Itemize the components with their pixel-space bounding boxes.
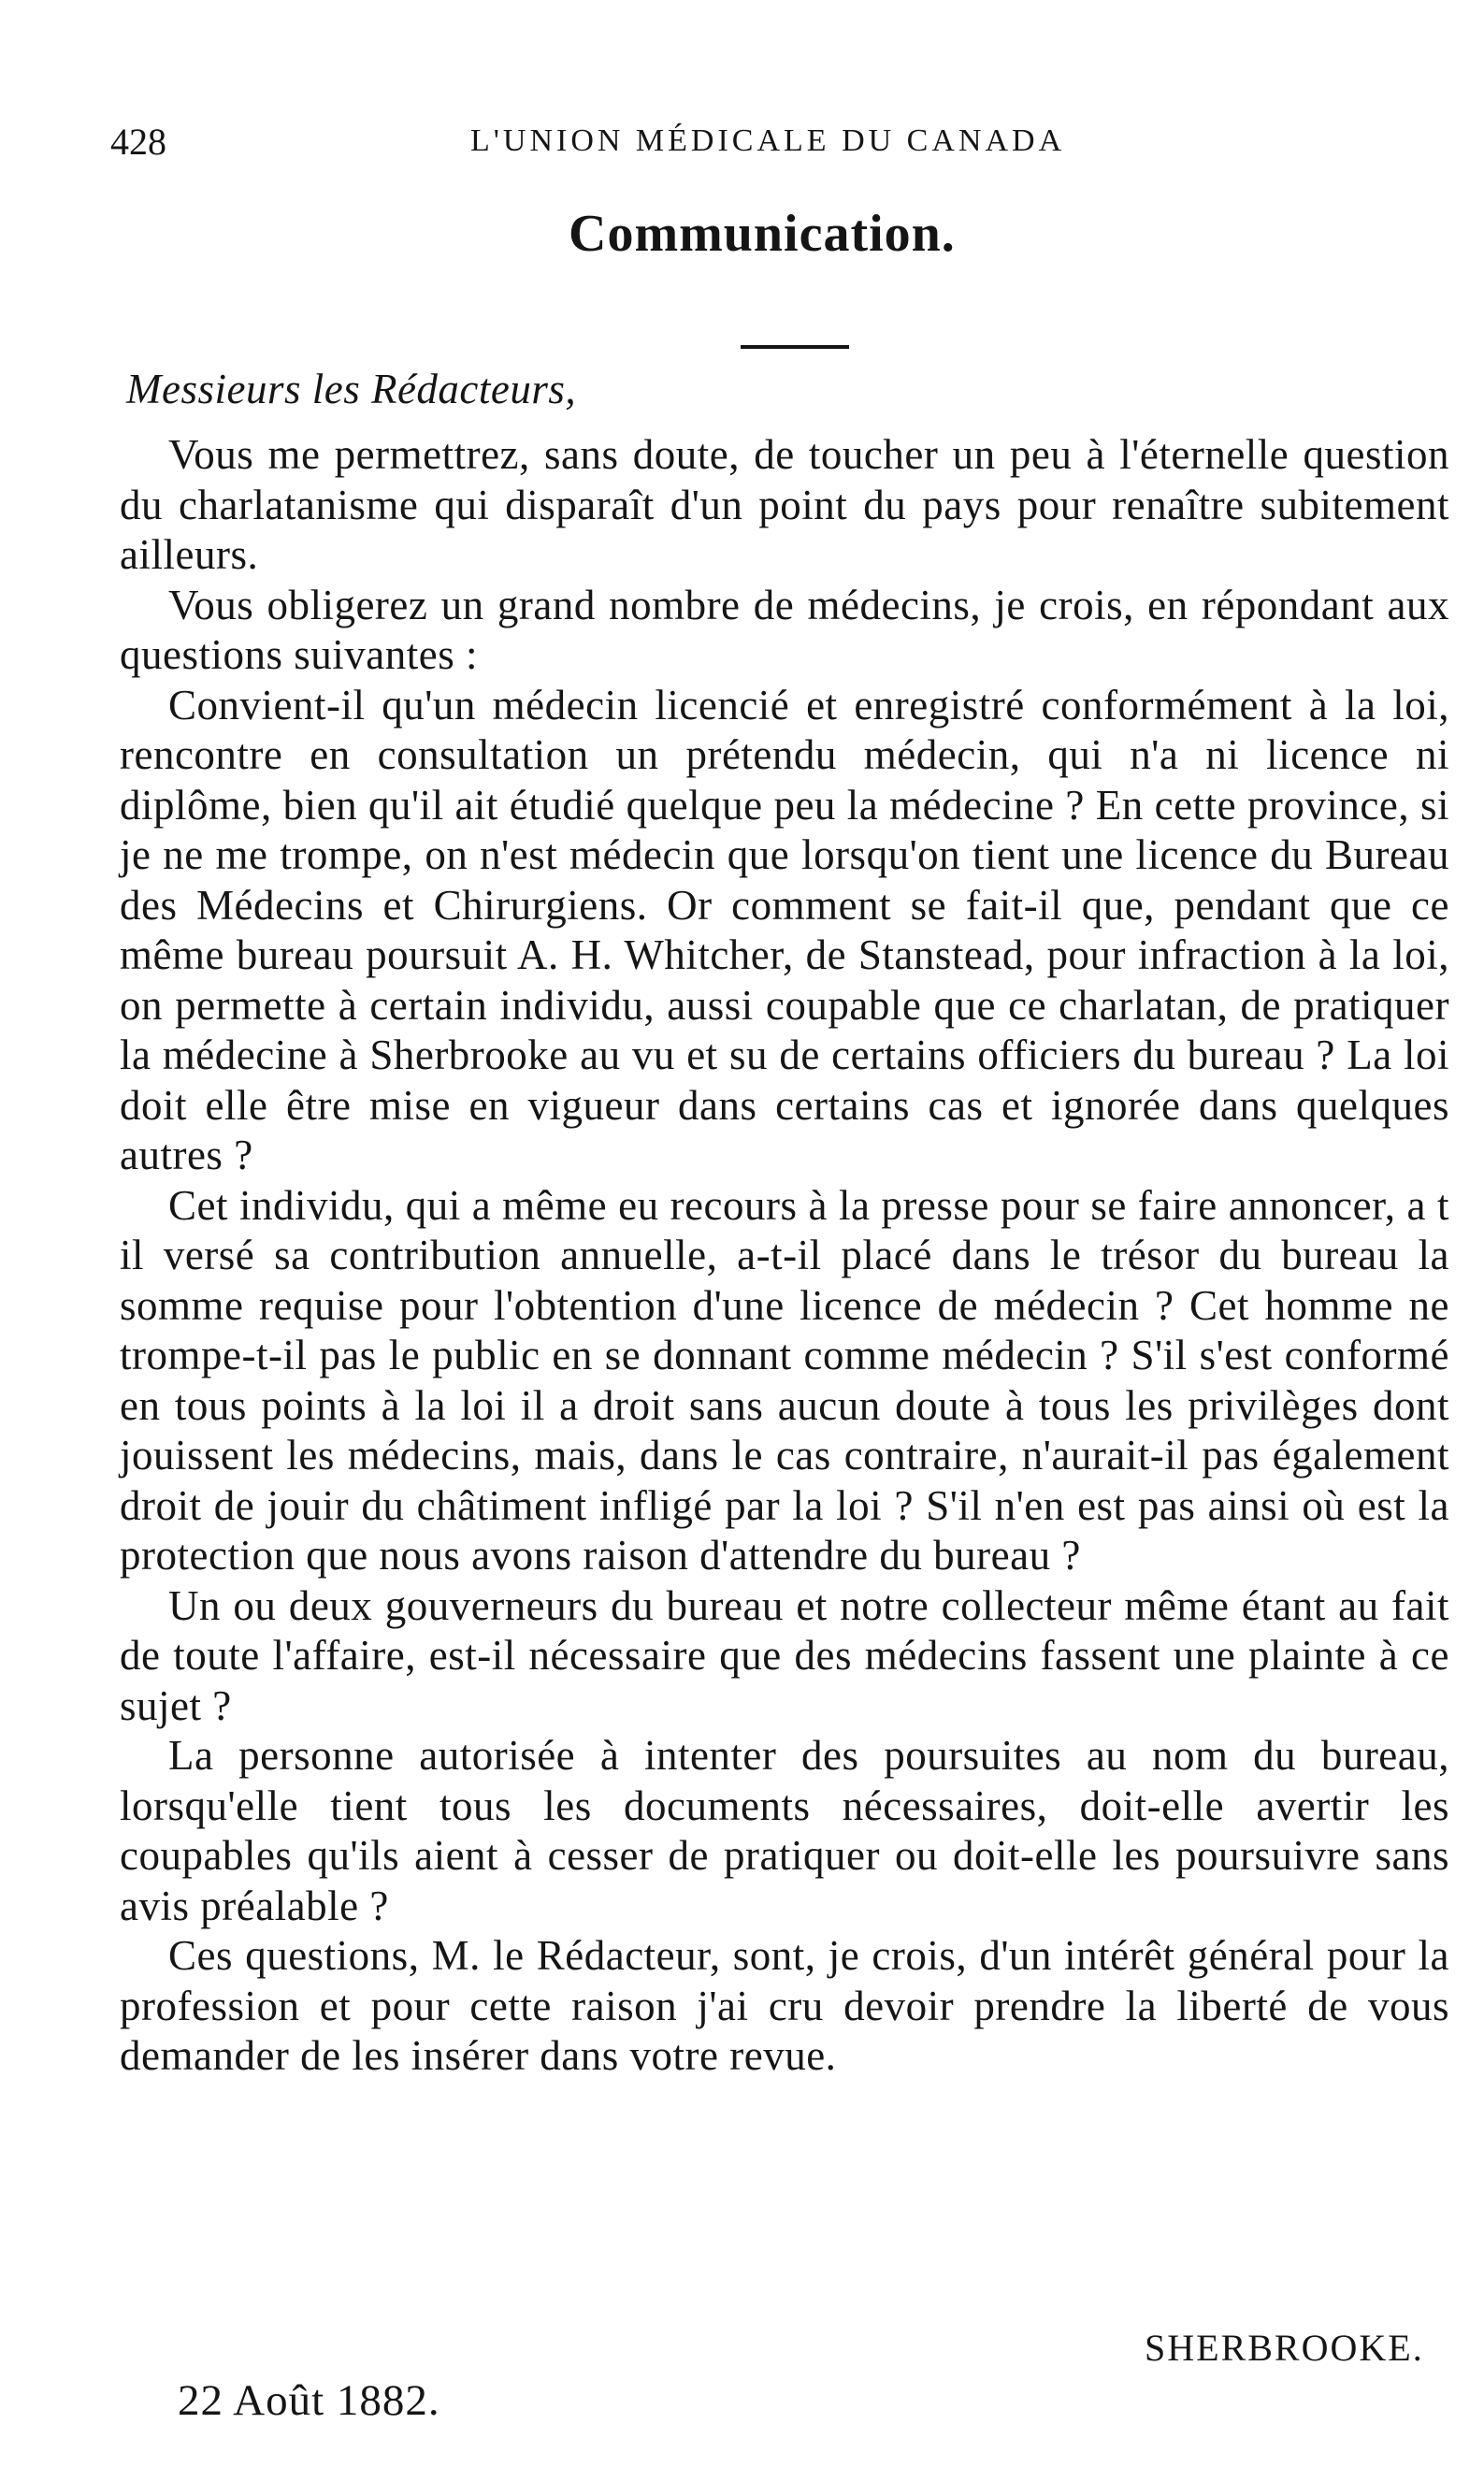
paragraph: La personne autorisée à intenter des poursuites au nom du bureau, lorsqu'elle tient tous les documents nécessaires, doit-elle avertir les coupables qu'ils aient à cesser de pratiquer ou doit-elle les poursuivre sans avis préalable ? xyxy=(120,1732,1449,1929)
date-line: 22 Août 1882. xyxy=(178,2376,440,2425)
article-body xyxy=(120,430,1449,2082)
title-rule xyxy=(741,345,849,349)
signature: SHERBROOKE. xyxy=(1145,2327,1424,2369)
paragraph: Ces questions, M. le Rédacteur, sont, je crois, d'un intérêt général pour la profession et pour cette raison j'ai cru devoir prendre la liberté de vous demander de les insérer dans votre revue. xyxy=(120,1932,1449,2079)
article-title: Communication. xyxy=(569,205,956,263)
running-title: L'UNION MÉDICALE DU CANADA xyxy=(470,123,1066,158)
paragraph: Vous obligerez un grand nombre de médecins, je crois, en répondant aux questions suivantes : xyxy=(120,581,1449,678)
paragraph: Convient-il qu'un médecin licencié et enregistré conformément à la loi, rencontre en consultation un prétendu médecin, qui n'a ni licence ni diplôme, bien qu'il ait étudié quelque peu la médecine ? En cette province, si je ne me trompe, on n'est médecin que lorsqu'on tient une licence du Bureau des Médecins et Chirurgiens. Or comment se fait-il que, pendant que ce même bureau poursuit A. H. Whitcher, de Stanstead, pour infraction à la loi, on permette à certain individu, aussi coupable que ce charlatan, de pratiquer la médecine à Sherbrooke au vu et su de certains officiers du bureau ? La loi doit elle être mise en vigueur dans certains cas et ignorée dans quelques autres ? xyxy=(120,681,1449,1178)
page-header xyxy=(110,120,1419,176)
paragraph: Un ou deux gouverneurs du bureau et notre collecteur même étant au fait de toute l'affaire, est-il nécessaire que des médecins fassent une plainte à ce sujet ? xyxy=(120,1581,1449,1729)
salutation: Messieurs les Rédacteurs, xyxy=(126,366,577,412)
paragraph: Vous me permettrez, sans doute, de toucher un peu à l'éternelle question du charlatanisme qui disparaît d'un point du pays pour renaître subitement ailleurs. xyxy=(120,431,1449,578)
paragraph: Cet individu, qui a même eu recours à la presse pour se faire annoncer, a t il versé sa contribution annuelle, a-t-il placé dans le trésor du bureau la somme requise pour l'obtention d'une licence de médecin ? Cet homme ne trompe-t-il pas le public en se donnant comme médecin ? S'il s'est conformé en tous points à la loi il a droit sans aucun doute à tous les privilèges dont jouissent les médecins, mais, dans le cas contraire, n'aurait-il pas également droit de jouir du châtiment infligé par la loi ? S'il n'en est pas ainsi où est la protection que nous avons raison d'attendre du bureau ? xyxy=(120,1181,1449,1579)
page-number: 428 xyxy=(110,121,166,163)
